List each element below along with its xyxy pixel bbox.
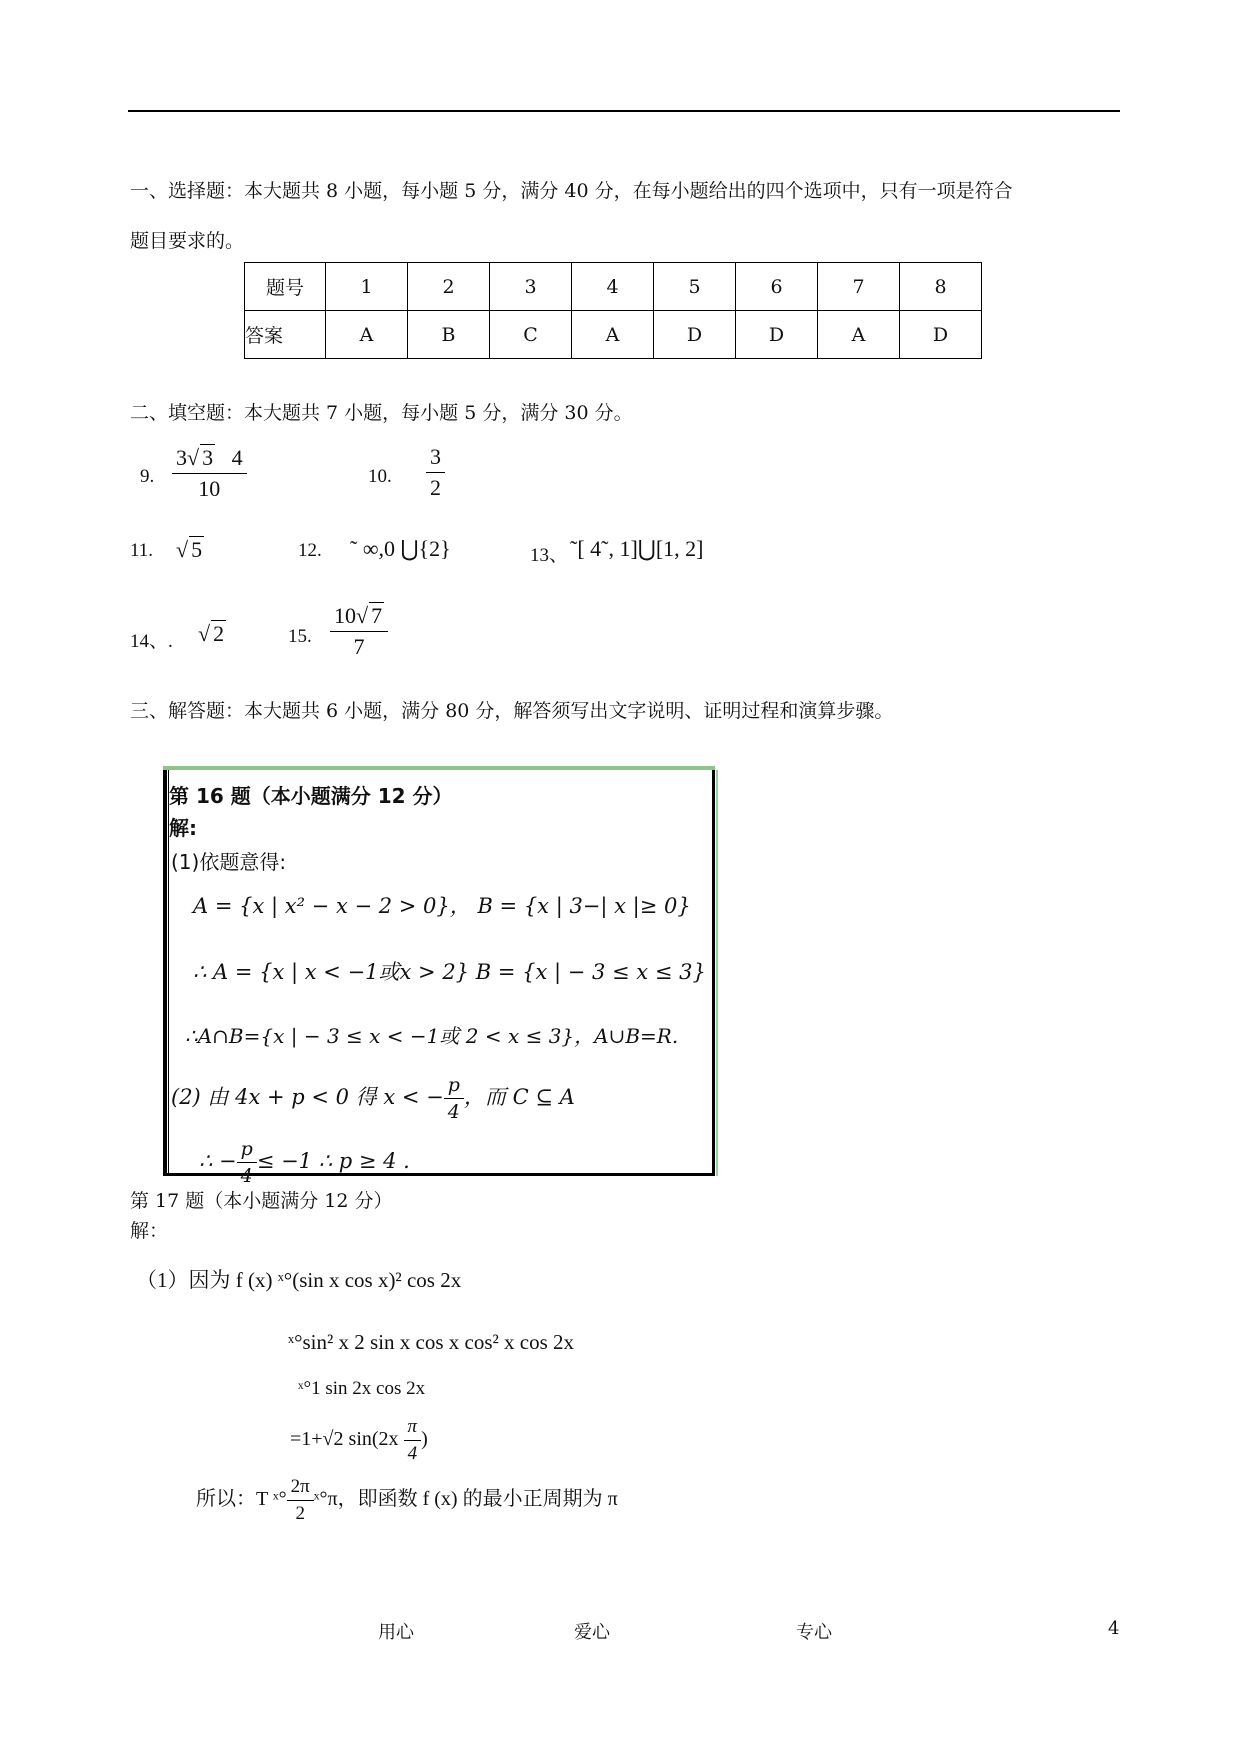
q14-label: 14、. bbox=[130, 631, 173, 652]
table-cell: 3 bbox=[490, 263, 572, 311]
table-cell: D bbox=[654, 311, 736, 359]
answer-table bbox=[244, 262, 982, 359]
q10-label: 10. bbox=[368, 466, 392, 487]
table-cell: 8 bbox=[900, 263, 982, 311]
table-cell: 5 bbox=[654, 263, 736, 311]
footer-aixin: 爱心 bbox=[574, 1622, 610, 1643]
section2-heading: 二、填空题：本大题共 7 小题，每小题 5 分，满分 30 分。 bbox=[130, 402, 633, 424]
q17-line4: =1+√2 sin(2x $\frac{\pi}{4}$ ) bbox=[290, 1416, 428, 1464]
table-cell: 7 bbox=[818, 263, 900, 311]
header-rule bbox=[128, 110, 1120, 112]
table-cell: B bbox=[408, 311, 490, 359]
table-row-numbers bbox=[245, 263, 982, 311]
q13-answer: ˜[ 4˜, 1]⋃[1, 2] bbox=[570, 536, 704, 561]
q9-answer bbox=[172, 444, 247, 502]
box-right-border bbox=[712, 770, 715, 1176]
q16-line3: ∴A∩B={x | − 3 ≤ x < −1或 2 < x ≤ 3}，A∪B=R. bbox=[185, 1024, 679, 1048]
section1-line2: 题目要求的。 bbox=[130, 230, 245, 252]
table-row-answers bbox=[245, 311, 982, 359]
section3-heading: 三、解答题：本大题共 6 小题，满分 80 分，解答须写出文字说明、证明过程和演算步骤。 bbox=[130, 700, 894, 722]
q15-answer bbox=[330, 602, 388, 660]
q17-line5: 所以：T ˣ° $\frac{2\pi}{2}$ ˣ°π，即函数 f (x) 的最小正周期为 π bbox=[196, 1476, 618, 1524]
table-cell: C bbox=[490, 311, 572, 359]
q12-label: 12. bbox=[298, 540, 322, 561]
q16-line2: ∴ A = {x | x < −1或x > 2} B = {x | − 3 ≤ x ≤ 3} bbox=[193, 960, 706, 984]
table-cell: A bbox=[818, 311, 900, 359]
q15-label: 15. bbox=[288, 626, 312, 647]
footer-yongxin: 用心 bbox=[378, 1622, 414, 1643]
q13-label: 13、 bbox=[530, 545, 569, 566]
table-cell: 1 bbox=[326, 263, 408, 311]
box-left-border bbox=[163, 770, 167, 1176]
table-cell: 6 bbox=[736, 263, 818, 311]
q17-line1: （1）因为 f (x) ˣ°(sin x cos x)² cos 2x bbox=[136, 1268, 462, 1292]
q10-answer bbox=[426, 444, 445, 501]
q16-part1: (1)依题意得: bbox=[171, 850, 287, 874]
q16-jie: 解: bbox=[169, 816, 197, 840]
q17-line2: ˣ°sin² x 2 sin x cos x cos² x cos 2x bbox=[288, 1330, 575, 1354]
table-cell: 2 bbox=[408, 263, 490, 311]
page-number: 4 bbox=[1108, 1618, 1120, 1639]
q16-line1: A = {x | x² − x − 2 > 0}， B = {x | 3−| x |≥ 0} bbox=[193, 894, 691, 918]
box-green-edge bbox=[716, 770, 718, 1176]
table-cell: D bbox=[900, 311, 982, 359]
q9-label: 9. bbox=[140, 466, 155, 487]
q16-title: 第 16 题（本小题满分 12 分） bbox=[169, 784, 453, 808]
q10-fraction: $\frac{3}{2}$ bbox=[426, 444, 445, 501]
table-cell-label: 题号 bbox=[245, 263, 326, 311]
table-cell-label: 答案 bbox=[245, 311, 326, 359]
q14-answer: √ 2 bbox=[198, 621, 225, 646]
q17-jie: 解： bbox=[130, 1220, 169, 1242]
q16-solution-image bbox=[163, 766, 715, 1187]
q16-line5: ∴ − $\frac{p}{4}$ ≤ −1 ∴ p ≥ 4 . bbox=[199, 1138, 410, 1187]
q11-answer: √ 5 bbox=[176, 537, 203, 562]
q15-fraction: $\frac{10√ 7}{7}$ bbox=[330, 602, 388, 660]
q9-fraction: $\frac{3√ 3 4}{10}$ bbox=[172, 444, 247, 502]
q16-line4: (2) 由 4x + p < 0 得 x < − $\frac{p}{4}$ ，而 C ⊆ A bbox=[171, 1074, 575, 1123]
table-cell: A bbox=[326, 311, 408, 359]
footer-zhuanxin: 专心 bbox=[796, 1622, 832, 1643]
section1-line1: 一、选择题：本大题共 8 小题，每小题 5 分，满分 40 分，在每小题给出的四个选项中，只有一项是符合 bbox=[130, 180, 1013, 202]
q12-answer: ˜ ∞,0 ⋃{2} bbox=[350, 536, 451, 561]
table-cell: D bbox=[736, 311, 818, 359]
table-cell: A bbox=[572, 311, 654, 359]
table-cell: 4 bbox=[572, 263, 654, 311]
q17-line3: ˣ°1 sin 2x cos 2x bbox=[298, 1378, 426, 1399]
q11-label: 11. bbox=[130, 540, 154, 561]
q17-title: 第 17 题（本小题满分 12 分） bbox=[130, 1190, 393, 1212]
